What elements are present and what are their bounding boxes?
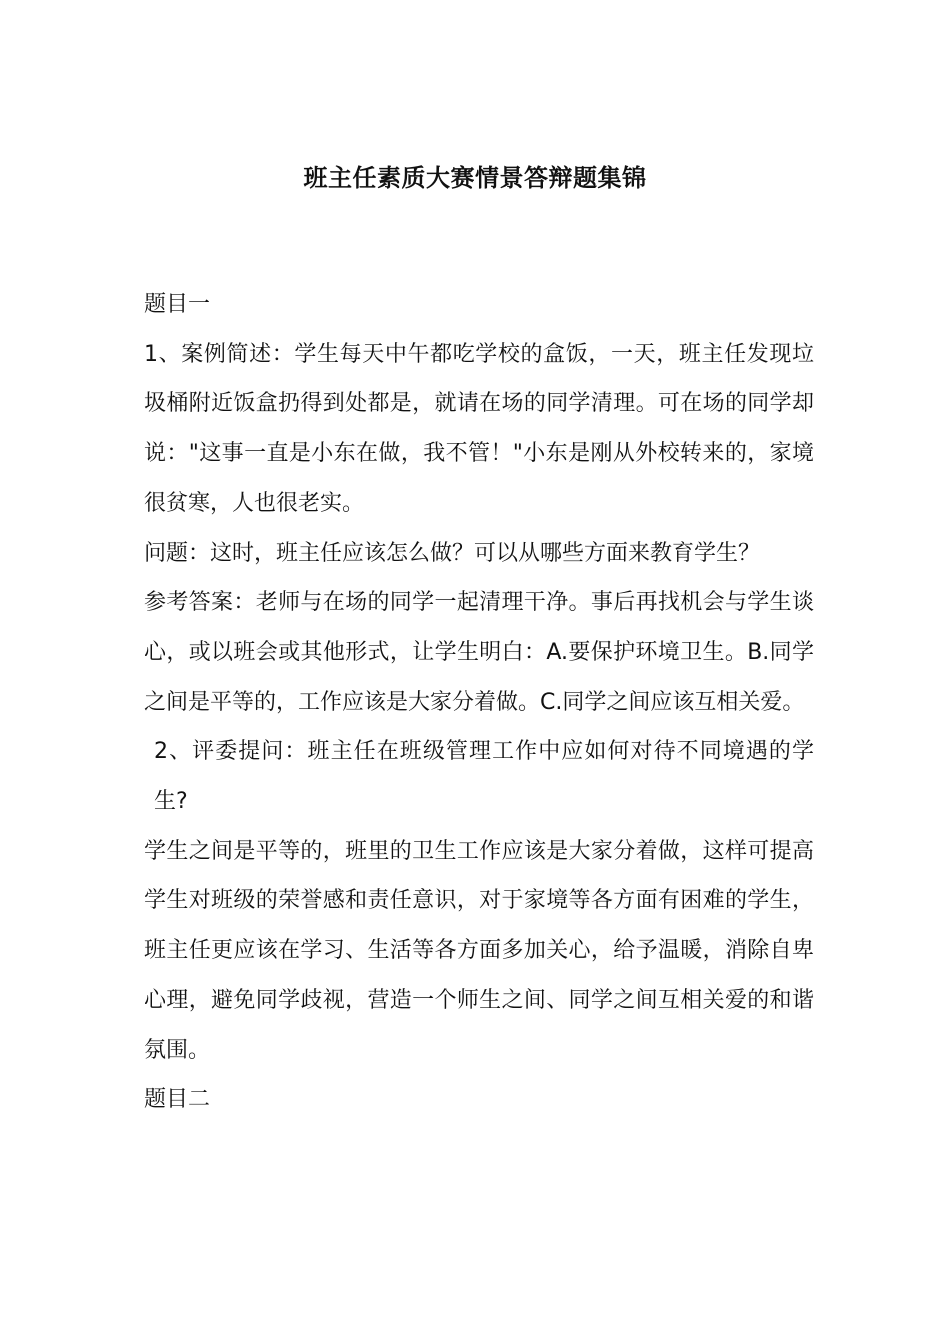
judge-question: 2、评委提问：班主任在班级管理工作中应如何对待不同境遇的学生? [154, 739, 814, 815]
section-heading-2: 题目二 [144, 1087, 211, 1113]
case-description: 1、案例简述：学生每天中午都吃学校的盒饭，一天，班主任发现垃圾桶附近饭盒扔得到处都是，就请在场的同学清理。可在场的同学却说："这事一直是小东在做，我不管！"小东是刚从外校转来的，家境很贫寒，人也很老实。 [144, 341, 814, 516]
document-body [144, 280, 814, 1125]
reference-answer: 参考答案：老师与在场的同学一起清理干净。事后再找机会与学生谈心，或以班会或其他形式，让学生明白：A.要保护环境卫生。B.同学之间是平等的，工作应该是大家分着做。C.同学之间应该互相关爱。 [144, 590, 814, 715]
judge-answer: 学生之间是平等的，班里的卫生工作应该是大家分着做，这样可提高学生对班级的荣誉感和责任意识，对于家境等各方面有困难的学生，班主任更应该在学习、生活等各方面多加关心，给予温暖，消除自卑心理，避免同学歧视，营造一个师生之间、同学之间互相关爱的和谐氛围。 [144, 838, 814, 1063]
document-title: 班主任素质大赛情景答辩题集锦 [303, 164, 647, 192]
question-text: 问题：这时，班主任应该怎么做？可以从哪些方面来教育学生？ [144, 540, 761, 566]
section-heading-1: 题目一 [144, 292, 211, 317]
